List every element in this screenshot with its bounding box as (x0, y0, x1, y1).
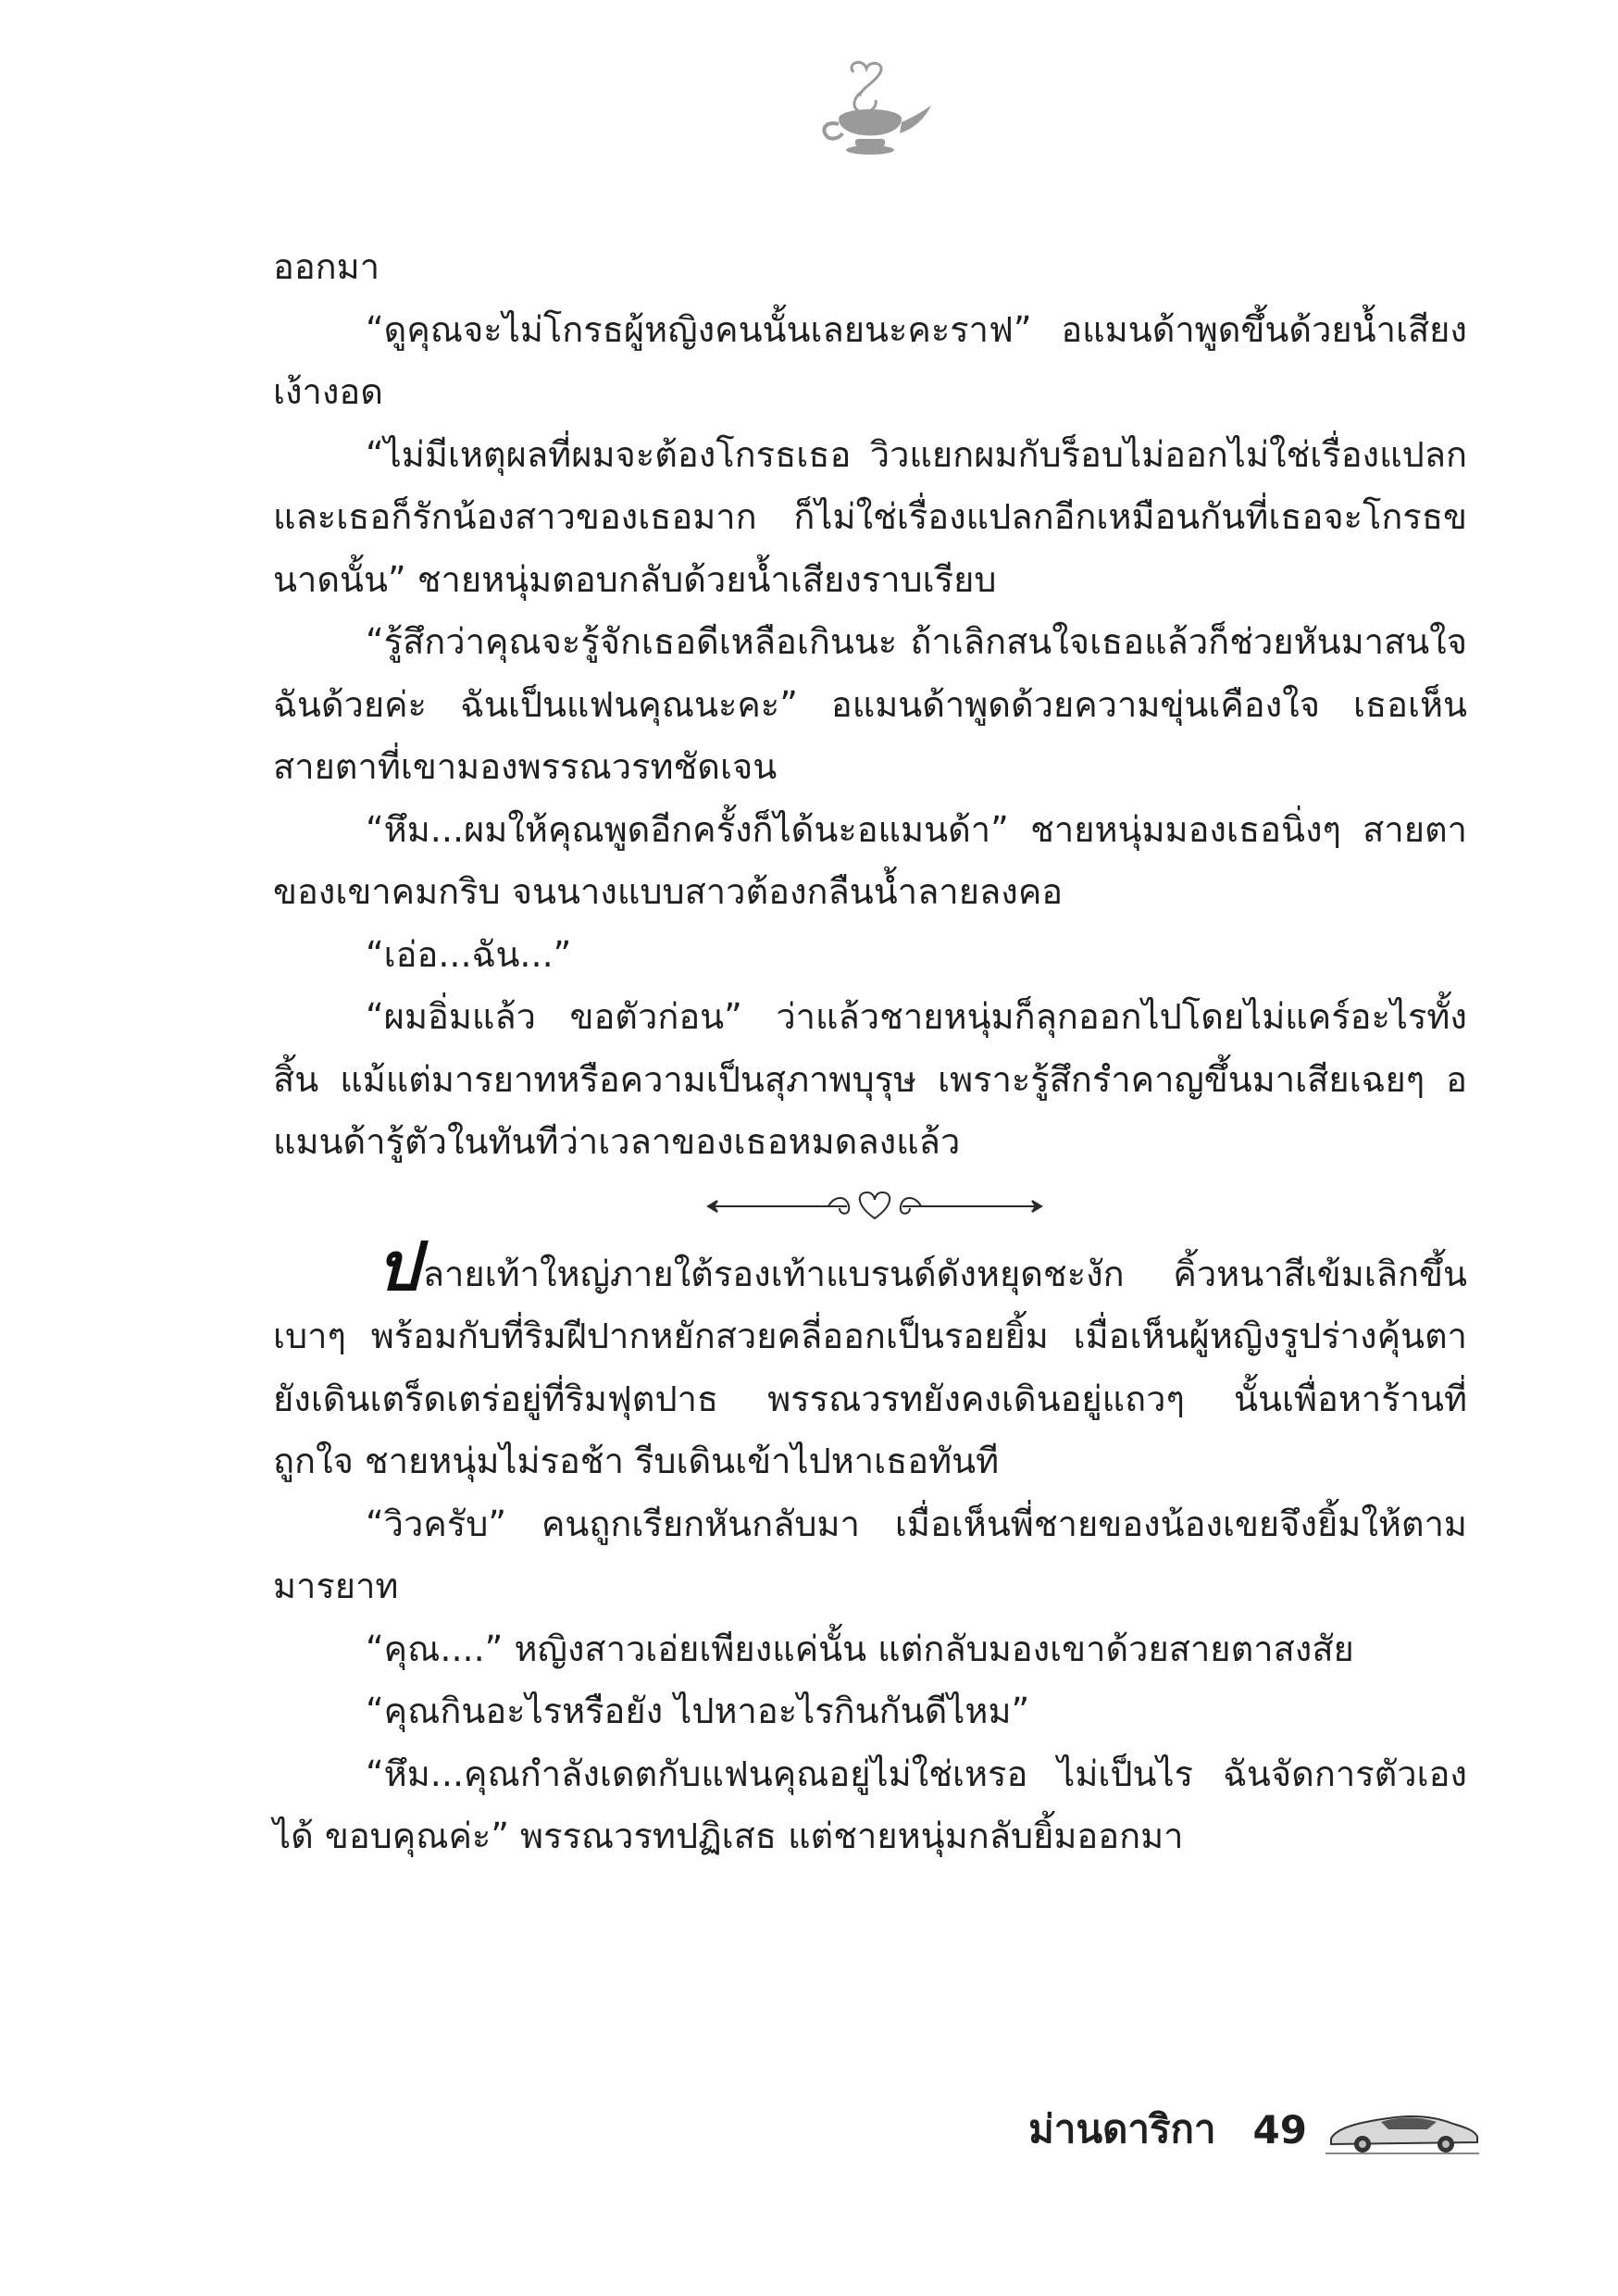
book-title: ม่านดาริกา (1028, 2106, 1216, 2152)
section-divider-ornament (273, 1174, 1467, 1239)
body-text (273, 236, 1467, 1868)
paragraph: “วิวครับ” คนถูกเรียกหันกลับมา เมื่อเห็นพี่ชายของน้องเขยจึงยิ้มให้ตามมารยาท (273, 1503, 1467, 1606)
page-footer (981, 2092, 1481, 2166)
paragraph: “คุณ....” หญิงสาวเอ่ยเพียงแค่นั้น แต่กลับมองเขาด้วยสายตาสงสัย (366, 1628, 1354, 1669)
dropcap-letter: ป (377, 1227, 419, 1305)
genie-lamp-icon (805, 56, 935, 157)
paragraph: “รู้สึกว่าคุณจะรู้จักเธอดีเหลือเกินนะ ถ้าเลิกสนใจเธอแล้วก็ช่วยหันมาสนใจฉันด้วยค่ะ ฉันเป็นแฟนคุณนะคะ” อแมนด้าพูดด้วยความขุ่นเคืองใจ เธอเห็นสายตาที่เขามองพรรณวรทชัดเจน (273, 621, 1467, 787)
paragraph: “ไม่มีเหตุผลที่ผมจะต้องโกรธเธอ วิวแยกผมกับร็อบไม่ออกไม่ใช่เรื่องแปลก และเธอก็รักน้องสาวของเธอมาก ก็ไม่ใช่เรื่องแปลกอีกเหมือนกันที่เธอจะโกรธขนาดนั้น” ชายหนุ่มตอบกลับด้วยน้ำเสียงราบเรียบ (273, 433, 1467, 600)
paragraph-text: ลายเท้าใหญ่ภายใต้รองเท้าแบรนด์ดังหยุดชะงัก คิ้วหนาสีเข้มเลิกขึ้นเบาๆ พร้อมกับที่ริมฝีปากหยักสวยคลี่ออกเป็นรอยยิ้ม เมื่อเห็นผู้หญิงรูปร่างคุ้นตายังเดินเตร็ดเตร่อยู่ที่ริมฟุตปาธ พรรณวรทยังคงเดินอยู่แถวๆ นั้นเพื่อหาร้านที่ถูกใจ ชายหนุ่มไม่รอช้า รีบเดินเข้าไปหาเธอทันที (273, 1253, 1467, 1481)
paragraph: “หึม...ผมให้คุณพูดอีกครั้งก็ได้นะอแมนด้า” ชายหนุ่มมองเธอนิ่งๆ สายตาของเขาคมกริบ จนนางแบบสาวต้องกลืนน้ำลายลงคอ (273, 808, 1467, 912)
paragraph: “ผมอิ่มแล้ว ขอตัวก่อน” ว่าแล้วชายหนุ่มก็ลุกออกไปโดยไม่แคร์อะไรทั้งสิ้น แม้แต่มารยาทหรือความเป็นสุภาพบุรุษ เพราะรู้สึกรำคาญขึ้นมาเสียเฉยๆ อแมนด้ารู้ตัวในทันทีว่าเวลาของเธอหมดลงแล้ว (273, 996, 1467, 1162)
paragraph: “หึม...คุณกำลังเดตกับแฟนคุณอยู่ไม่ใช่เหรอ ไม่เป็นไร ฉันจัดการตัวเองได้ ขอบคุณค่ะ” พรรณวรทปฏิเสธ แต่ชายหนุ่มกลับยิ้มออกมา (273, 1753, 1467, 1856)
paragraph: “ดูคุณจะไม่โกรธผู้หญิงคนนั้นเลยนะคะราฟ” อแมนด้าพูดขึ้นด้วยน้ำเสียงเง้างอด (273, 308, 1467, 412)
car-icon (1324, 2102, 1481, 2157)
paragraph: “เอ่อ...ฉัน...” (366, 933, 572, 975)
page-number: 49 (1252, 2106, 1307, 2152)
paragraph (273, 1227, 1467, 1493)
paragraph: “คุณกินอะไรหรือยัง ไปหาอะไรกินกันดีไหม” (366, 1691, 1030, 1731)
paragraph: ออกมา (273, 246, 380, 287)
